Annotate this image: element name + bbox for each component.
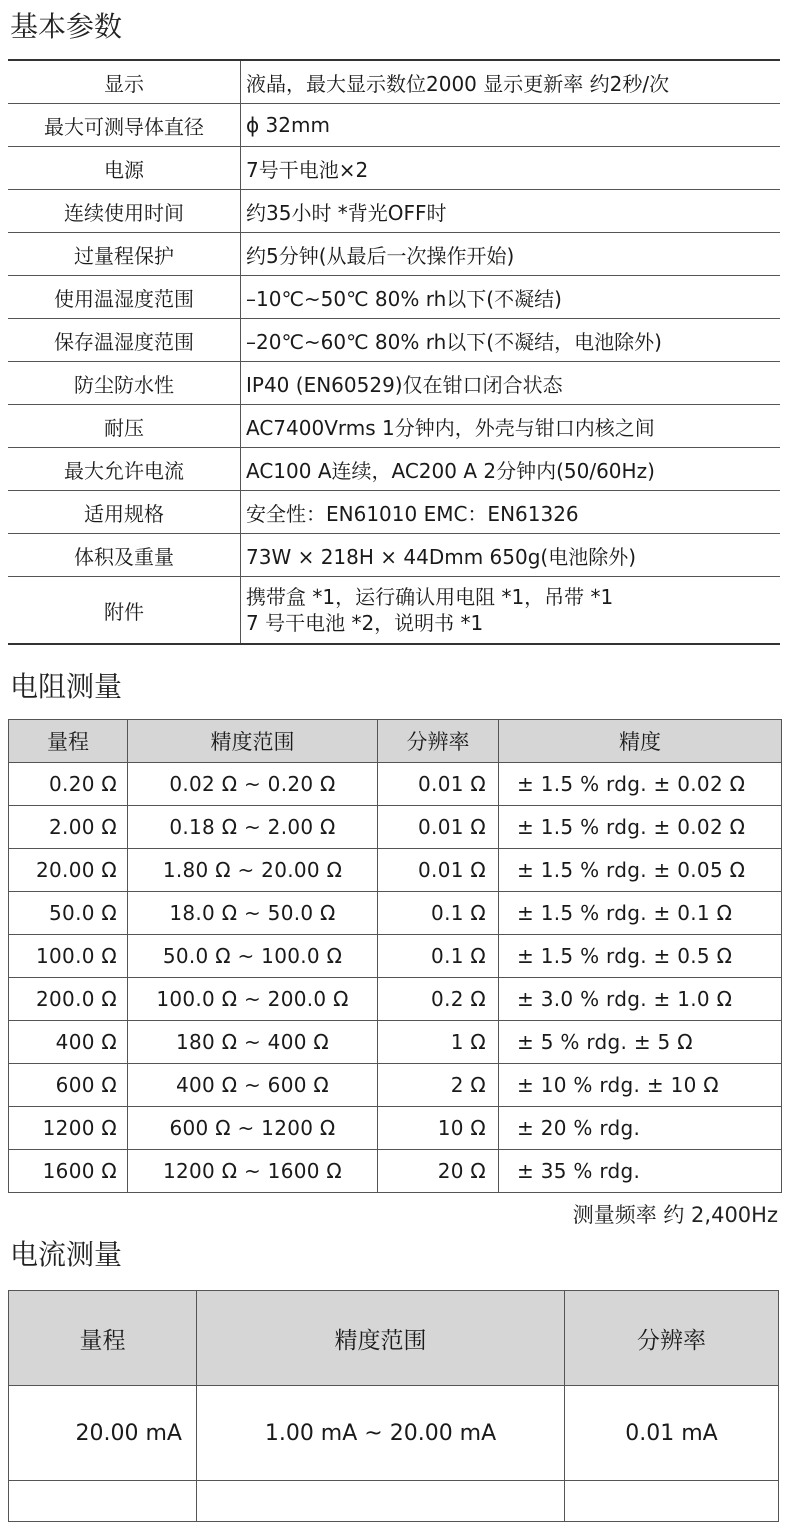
- resistance-table: [8, 719, 782, 1193]
- cell-resolution: 10 Ω: [378, 1107, 499, 1150]
- table-row: [9, 1021, 782, 1064]
- param-row: [8, 190, 780, 233]
- param-row: [8, 491, 780, 534]
- cell-accuracy-range: 0.18 Ω ~ 2.00 Ω: [128, 806, 378, 849]
- param-label: 防尘防水性: [8, 362, 241, 405]
- param-label: 电源: [8, 147, 241, 190]
- header-accuracy-range: 精度范围: [128, 720, 378, 763]
- cell-accuracy-range: 1.00 mA ~ 20.00 mA: [197, 1386, 565, 1481]
- param-value: –20℃~60℃ 80% rh以下(不凝结，电池除外): [241, 319, 781, 362]
- param-value: 约5分钟(从最后一次操作开始): [241, 233, 781, 276]
- empty-cell: [197, 1481, 565, 1522]
- cell-accuracy: ± 35 % rdg.: [499, 1150, 782, 1193]
- cell-range: 600 Ω: [9, 1064, 128, 1107]
- section-title-current: 电流测量: [10, 1238, 123, 1271]
- param-label: 附件: [8, 577, 241, 645]
- param-row: [8, 233, 780, 276]
- cell-accuracy-range: 100.0 Ω ~ 200.0 Ω: [128, 978, 378, 1021]
- param-row: [8, 577, 780, 645]
- param-value: IP40 (EN60529)仅在钳口闭合状态: [241, 362, 781, 405]
- cell-accuracy-range: 50.0 Ω ~ 100.0 Ω: [128, 935, 378, 978]
- cell-resolution: 0.01 Ω: [378, 849, 499, 892]
- header-resolution: 分辨率: [378, 720, 499, 763]
- param-value: AC7400Vrms 1分钟内，外壳与钳口内核之间: [241, 405, 781, 448]
- table-row: [9, 892, 782, 935]
- cell-resolution: 0.01 mA: [565, 1386, 779, 1481]
- cell-resolution: 0.01 Ω: [378, 763, 499, 806]
- cell-range: 20.00 Ω: [9, 849, 128, 892]
- param-label: 连续使用时间: [8, 190, 241, 233]
- table-row: [9, 763, 782, 806]
- cell-accuracy-range: 400 Ω ~ 600 Ω: [128, 1064, 378, 1107]
- cell-range: 400 Ω: [9, 1021, 128, 1064]
- measurement-frequency-note: 测量频率 约 2,400Hz: [572, 1203, 778, 1227]
- cell-accuracy: ± 5 % rdg. ± 5 Ω: [499, 1021, 782, 1064]
- table-row: [9, 1107, 782, 1150]
- cell-resolution: 0.1 Ω: [378, 892, 499, 935]
- cell-accuracy: ± 3.0 % rdg. ± 1.0 Ω: [499, 978, 782, 1021]
- param-row: [8, 448, 780, 491]
- table-row: [9, 1386, 779, 1481]
- param-label: 耐压: [8, 405, 241, 448]
- cell-accuracy: ± 20 % rdg.: [499, 1107, 782, 1150]
- cell-range: 2.00 Ω: [9, 806, 128, 849]
- param-label: 显示: [8, 60, 241, 104]
- empty-cell: [9, 1481, 197, 1522]
- cell-range: 200.0 Ω: [9, 978, 128, 1021]
- table-row: [9, 1481, 779, 1522]
- cell-resolution: 0.1 Ω: [378, 935, 499, 978]
- param-label: 适用规格: [8, 491, 241, 534]
- cell-accuracy-range: 1200 Ω ~ 1600 Ω: [128, 1150, 378, 1193]
- table-row: [9, 1064, 782, 1107]
- header-accuracy-range: 精度范围: [197, 1291, 565, 1386]
- current-table: [8, 1290, 779, 1522]
- section-title-basic: 基本参数: [10, 10, 123, 43]
- param-label: 最大可测导体直径: [8, 104, 241, 147]
- table-row: [9, 935, 782, 978]
- header-range: 量程: [9, 1291, 197, 1386]
- cell-accuracy-range: 600 Ω ~ 1200 Ω: [128, 1107, 378, 1150]
- cell-range: 1600 Ω: [9, 1150, 128, 1193]
- param-row: [8, 60, 780, 104]
- cell-accuracy: ± 1.5 % rdg. ± 0.02 Ω: [499, 806, 782, 849]
- table-row: [9, 978, 782, 1021]
- current-header-row: [9, 1291, 779, 1386]
- cell-range: 50.0 Ω: [9, 892, 128, 935]
- param-row: [8, 534, 780, 577]
- param-label: 最大允许电流: [8, 448, 241, 491]
- empty-cell: [565, 1481, 779, 1522]
- table-row: [9, 1150, 782, 1193]
- cell-resolution: 20 Ω: [378, 1150, 499, 1193]
- cell-accuracy: ± 1.5 % rdg. ± 0.5 Ω: [499, 935, 782, 978]
- cell-range: 1200 Ω: [9, 1107, 128, 1150]
- param-row: [8, 104, 780, 147]
- cell-resolution: 0.01 Ω: [378, 806, 499, 849]
- param-label: 体积及重量: [8, 534, 241, 577]
- header-range: 量程: [9, 720, 128, 763]
- param-value: 7号干电池×2: [241, 147, 781, 190]
- section-title-resistance: 电阻测量: [10, 670, 123, 703]
- cell-accuracy-range: 1.80 Ω ~ 20.00 Ω: [128, 849, 378, 892]
- table-row: [9, 849, 782, 892]
- cell-accuracy: ± 1.5 % rdg. ± 0.1 Ω: [499, 892, 782, 935]
- param-label: 使用温湿度范围: [8, 276, 241, 319]
- cell-range: 0.20 Ω: [9, 763, 128, 806]
- param-value: AC100 A连续，AC200 A 2分钟内(50/60Hz): [241, 448, 781, 491]
- cell-accuracy: ± 10 % rdg. ± 10 Ω: [499, 1064, 782, 1107]
- param-value: 安全性：EN61010 EMC：EN61326: [241, 491, 781, 534]
- param-label: 保存温湿度范围: [8, 319, 241, 362]
- param-row: [8, 276, 780, 319]
- basic-params-table: [8, 59, 780, 645]
- cell-resolution: 0.2 Ω: [378, 978, 499, 1021]
- cell-resolution: 2 Ω: [378, 1064, 499, 1107]
- header-accuracy: 精度: [499, 720, 782, 763]
- param-row: [8, 319, 780, 362]
- param-label: 过量程保护: [8, 233, 241, 276]
- param-value: 携带盒 *1，运行确认用电阻 *1，吊带 *1 7 号干电池 *2，说明书 *1: [241, 577, 781, 645]
- param-row: [8, 405, 780, 448]
- cell-range: 100.0 Ω: [9, 935, 128, 978]
- resistance-header-row: [9, 720, 782, 763]
- cell-range: 20.00 mA: [9, 1386, 197, 1481]
- cell-accuracy: ± 1.5 % rdg. ± 0.02 Ω: [499, 763, 782, 806]
- param-value: 液晶，最大显示数位2000 显示更新率 约2秒/次: [241, 60, 781, 104]
- table-row: [9, 806, 782, 849]
- param-row: [8, 147, 780, 190]
- param-value: –10℃~50℃ 80% rh以下(不凝结): [241, 276, 781, 319]
- cell-accuracy-range: 18.0 Ω ~ 50.0 Ω: [128, 892, 378, 935]
- cell-accuracy: ± 1.5 % rdg. ± 0.05 Ω: [499, 849, 782, 892]
- param-value: ϕ 32mm: [241, 104, 781, 147]
- param-value: 73W × 218H × 44Dmm 650g(电池除外): [241, 534, 781, 577]
- cell-accuracy-range: 180 Ω ~ 400 Ω: [128, 1021, 378, 1064]
- header-resolution: 分辨率: [565, 1291, 779, 1386]
- param-row: [8, 362, 780, 405]
- cell-resolution: 1 Ω: [378, 1021, 499, 1064]
- cell-accuracy-range: 0.02 Ω ~ 0.20 Ω: [128, 763, 378, 806]
- param-value: 约35小时 *背光OFF时: [241, 190, 781, 233]
